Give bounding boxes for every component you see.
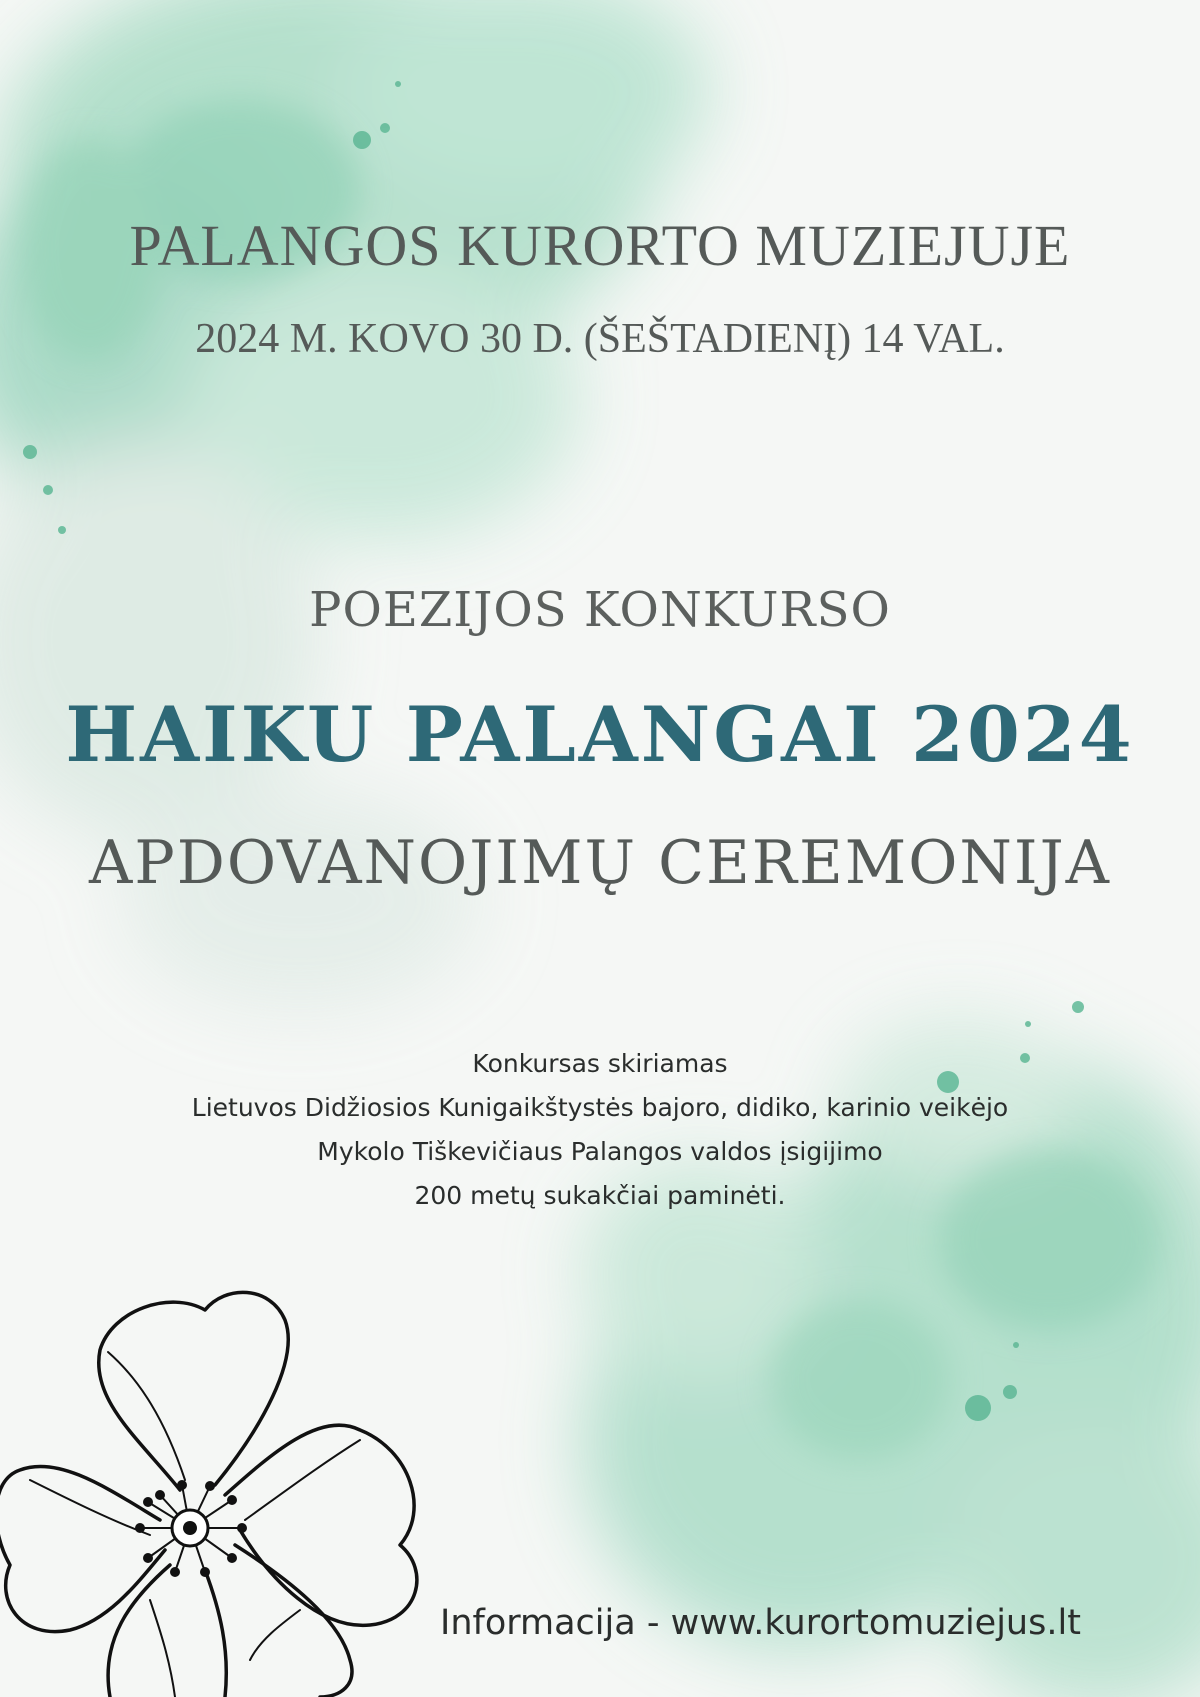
ceremony-heading: APDOVANOJIMŲ CEREMONIJA: [89, 828, 1111, 898]
info-link[interactable]: Informacija - www.kurortomuziejus.lt: [440, 1603, 1081, 1643]
dedication-line: Mykolo Tiškevičiaus Palangos valdos įsigijimo: [317, 1137, 883, 1166]
dedication-line: Konkursas skiriamas: [472, 1049, 728, 1078]
contest-prefix: POEZIJOS KONKURSO: [309, 582, 891, 638]
dedication-text: [0, 1042, 1200, 1218]
flower-line-art-icon: [0, 1280, 450, 1697]
venue-heading: PALANGOS KURORTO MUZIEJUJE: [129, 213, 1071, 278]
dedication-line: Lietuvos Didžiosios Kunigaikštystės bajoro, didiko, karinio veikėjo: [191, 1093, 1009, 1122]
dedication-line: 200 metų sukakčiai paminėti.: [414, 1181, 786, 1210]
contest-title: HAIKU PALANGAI 2024: [65, 690, 1135, 779]
event-datetime: 2024 M. KOVO 30 D. (ŠEŠTADIENĮ) 14 VAL.: [195, 316, 1005, 362]
